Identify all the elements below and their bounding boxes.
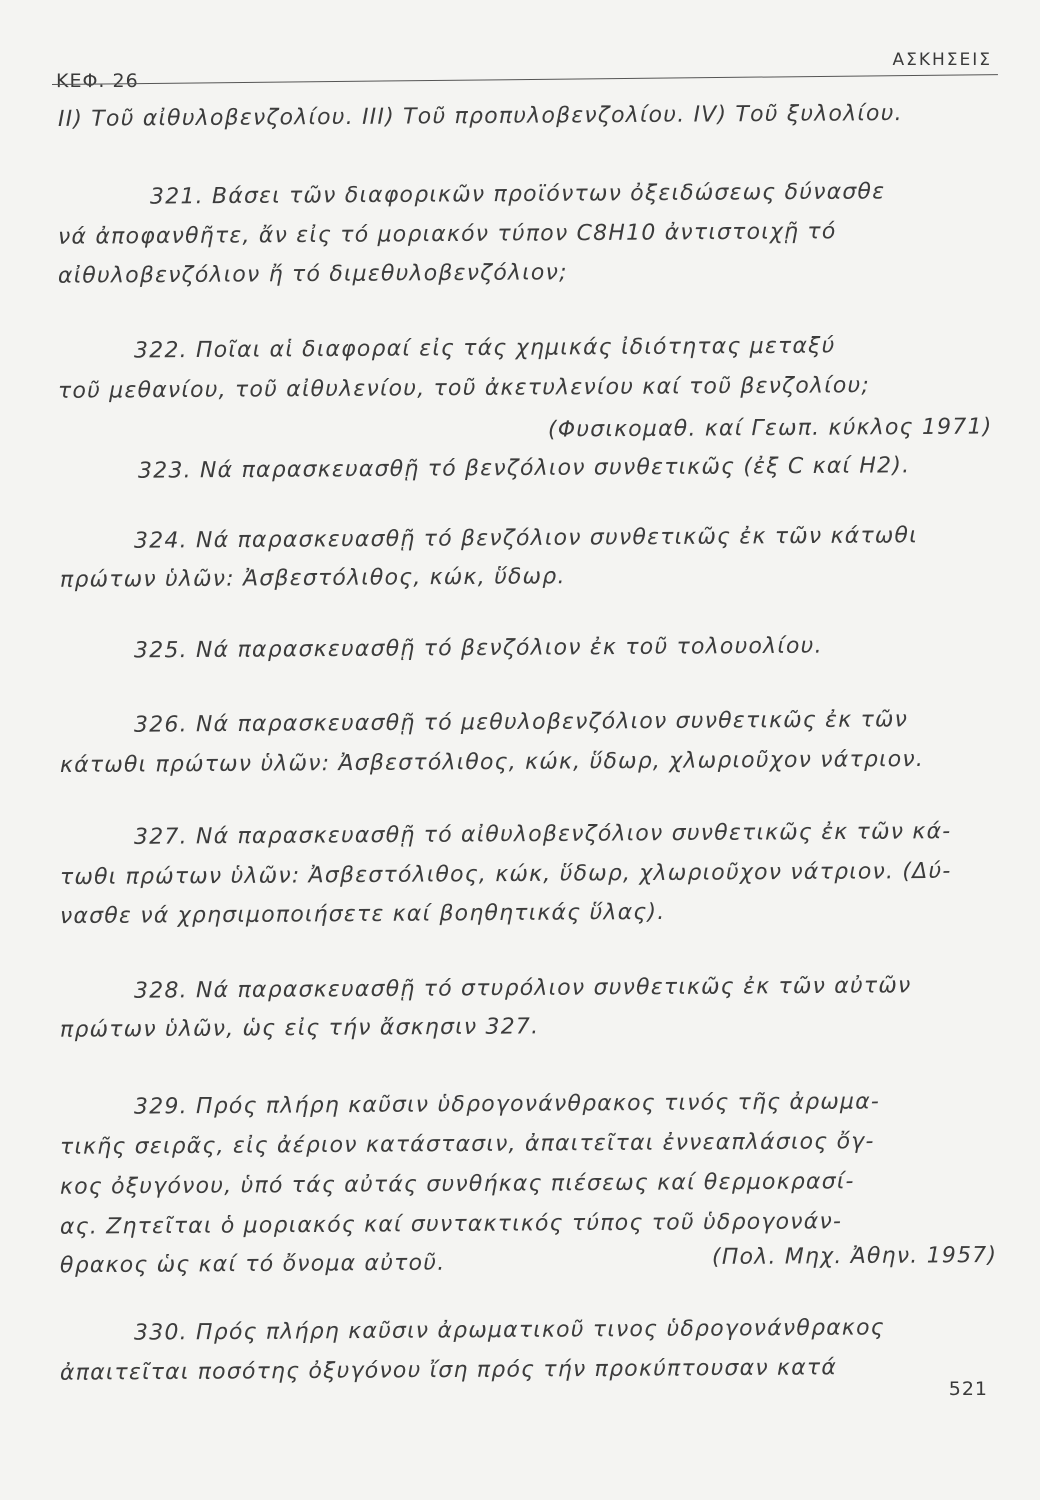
text-line: τοῦ μεθανίου, τοῦ αἰθυλενίου, τοῦ ἀκετυλενίου καί τοῦ βενζολίου; bbox=[57, 373, 871, 404]
section-title: ΑΣΚΗΣΕΙΣ bbox=[892, 50, 992, 70]
text-line: 324. Νά παρασκευασθῇ τό βενζόλιον συνθετικῶς ἐκ τῶν κάτωθι bbox=[133, 523, 918, 554]
text-line: ἀπαιτεῖται ποσότης ὀξυγόνου ἴση πρός τήν προκύπτουσαν κατά bbox=[59, 1355, 838, 1386]
text-line: 327. Νά παρασκευασθῇ τό αἰθυλοβενζόλιον συνθετικῶς ἐκ τῶν κά- bbox=[133, 819, 952, 850]
text-line: 329. Πρός πλήρη καῦσιν ὑδρογονάνθρακος τινός τῆς ἀρωμα- bbox=[133, 1089, 881, 1120]
text-line: τικῆς σειρᾶς, εἰς ἀέριον κατάστασιν, ἀπαιτεῖται ἐννεαπλάσιος ὄγ- bbox=[59, 1129, 875, 1160]
text-line: 330. Πρός πλήρη καῦσιν ἀρωματικοῦ τινος ὑδρογονάνθρακος bbox=[133, 1315, 885, 1346]
text-line: ας. Ζητεῖται ὁ μοριακός καί συντακτικός τύπος τοῦ ὑδρογονάν- bbox=[59, 1209, 843, 1240]
text-line: νά ἀποφανθῆτε, ἄν εἰς τό μοριακόν τύπον C8H10 ἀντιστοιχῇ τό bbox=[57, 219, 837, 250]
text-line: κος ὀξυγόνου, ὑπό τάς αὐτάς συνθήκας πιέσεως καί θερμοκρασί- bbox=[59, 1169, 855, 1200]
text-line: 326. Νά παρασκευασθῇ τό μεθυλοβενζόλιον συνθετικῶς ἐκ τῶν bbox=[133, 707, 909, 738]
text-line: 323. Νά παρασκευασθῇ τό βενζόλιον συνθετικῶς (ἐξ C καί H2). bbox=[137, 453, 911, 484]
text-line: νασθε νά χρησιμοποιήσετε καί βοηθητικάς ὕλας). bbox=[59, 899, 666, 930]
text-line: 328. Νά παρασκευασθῇ τό στυρόλιον συνθετικῶς ἐκ τῶν αὐτῶν bbox=[133, 973, 912, 1004]
text-line: 325. Νά παρασκευασθῇ τό βενζόλιον ἐκ τοῦ τολουολίου. bbox=[133, 633, 823, 664]
citation: (Φυσικομαθ. καί Γεωπ. κύκλος 1971) bbox=[547, 414, 993, 443]
text-line: θρακος ὡς καί τό ὄνομα αὐτοῦ. bbox=[59, 1250, 446, 1279]
text-line: πρώτων ὑλῶν, ὡς εἰς τήν ἄσκησιν 327. bbox=[59, 1014, 540, 1043]
text-line: τωθι πρώτων ὑλῶν: Ἀσβεστόλιθος, κώκ, ὕδωρ, χλωριοῦχον νάτριον. (Δύ- bbox=[59, 858, 952, 891]
text-line: κάτωθι πρώτων ὑλῶν: Ἀσβεστόλιθος, κώκ, ὕδωρ, χλωριοῦχον νάτριον. bbox=[59, 746, 925, 779]
header-rule bbox=[52, 74, 998, 85]
text-line: αἰθυλοβενζόλιον ἤ τό διμεθυλοβενζόλιον; bbox=[57, 260, 568, 289]
text-line: πρώτων ὑλῶν: Ἀσβεστόλιθος, κώκ, ὕδωρ. bbox=[59, 564, 566, 593]
chapter-label: ΚΕΦ. 26 bbox=[56, 70, 139, 92]
text-line: 322. Ποῖαι αἱ διαφοραί εἰς τάς χημικάς ἰδιότητας μεταξύ bbox=[133, 333, 836, 364]
citation: (Πολ. Μηχ. Ἀθην. 1957) bbox=[711, 1243, 998, 1270]
page-number: 521 bbox=[948, 1378, 988, 1400]
text-line: II) Τοῦ αἰθυλοβενζολίου. III) Τοῦ προπυλοβενζολίου. IV) Τοῦ ξυλολίου. bbox=[57, 101, 903, 132]
text-line: 321. Βάσει τῶν διαφορικῶν προϊόντων ὀξειδώσεως δύνασθε bbox=[149, 179, 886, 210]
